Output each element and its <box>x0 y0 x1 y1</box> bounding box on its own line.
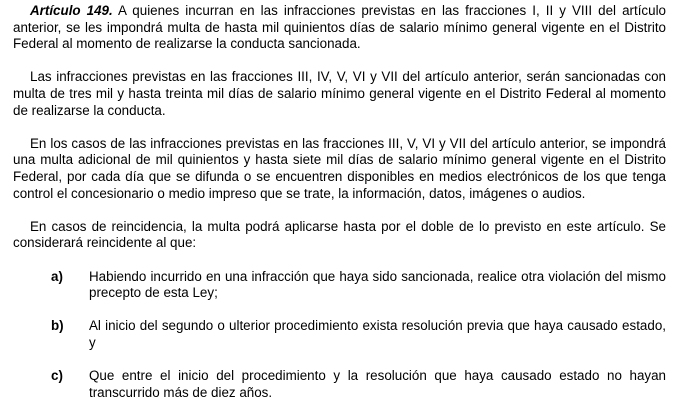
article-149-paragraph <box>13 3 666 53</box>
list-item <box>13 318 666 351</box>
list-item-letter: c) <box>51 368 63 384</box>
list-item <box>13 368 666 401</box>
article-heading: Artículo 149. <box>30 3 113 18</box>
document-page <box>13 3 666 418</box>
list-item-letter: b) <box>51 318 64 334</box>
list-item-text: Habiendo incurrido en una infracción que haya sido sancionada, realice otra violación del mismo precepto de esta Ley; <box>89 268 666 301</box>
list-item-text: Al inicio del segundo o ulterior procedimiento exista resolución previa que haya causado estado, y <box>89 318 666 350</box>
paragraph-additional-fine: En los casos de las infracciones previstas en las fracciones III, V, VI y VII del artículo anterior, se impondrá una multa adicional de mil quinientos y hasta siete mil días de salario mínimo general vigente en el Distrito Federal, por cada día que se difunda o se encuentren disponibles en medios electrónicos de los que tenga control el concesionario o medio impreso que se trate, la información, datos, imágenes o audios. <box>13 135 666 201</box>
paragraph-recidivism: En casos de reincidencia, la multa podrá aplicarse hasta por el doble de lo previsto en este artículo. Se considerará reincidente al que: <box>13 218 666 251</box>
list-item-letter: a) <box>51 268 63 284</box>
list-item <box>13 269 666 302</box>
paragraph-sanctions-iii-vii: Las infracciones previstas en las fracciones III, IV, V, VI y VII del artículo anterior, serán sancionadas con multa de tres mil y hasta treinta mil días de salario mínimo general vigente en el Distrito Federal al momento de realizarse la conducta. <box>13 69 666 118</box>
list-item-text: Que entre el inicio del procedimiento y la resolución que haya causado estado no hayan transcurrido más de diez años. <box>89 368 666 400</box>
article-intro-text: A quienes incurran en las infracciones previstas en las fracciones I, II y VIII del artículo anterior, se les impondrá multa de hasta mil quinientos días de salario mínimo general vigente en el Distrito Federal al momento de realizarse la conducta sancionada. <box>13 3 666 52</box>
